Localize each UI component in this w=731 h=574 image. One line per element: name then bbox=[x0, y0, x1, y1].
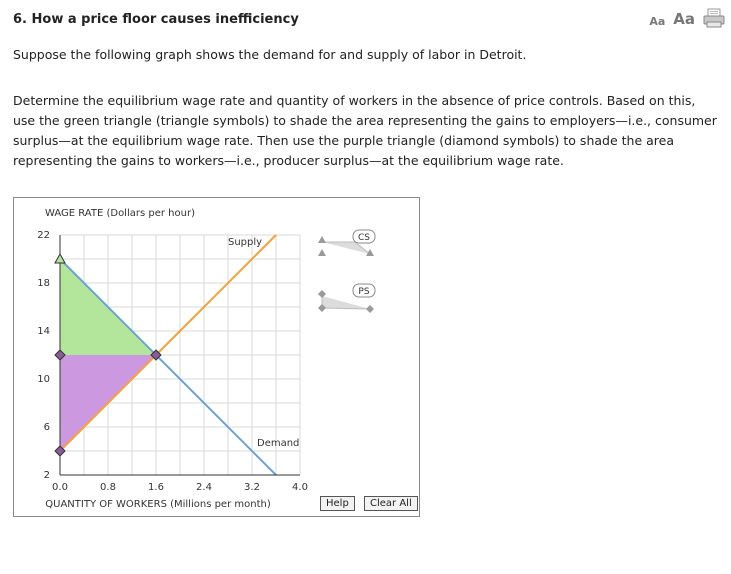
ps-tool-shape bbox=[322, 296, 370, 309]
question-title: 6. How a price floor causes inefficiency bbox=[13, 12, 299, 27]
y-axis-label: WAGE RATE (Dollars per hour) bbox=[45, 208, 195, 219]
ps-tool[interactable] bbox=[318, 284, 375, 313]
cs-tool-handle-2 bbox=[318, 249, 326, 256]
font-size-small-button[interactable]: Aa bbox=[649, 15, 666, 28]
demand-curve-label: Demand bbox=[257, 438, 300, 449]
graph-panel bbox=[13, 197, 420, 517]
printer-icon[interactable] bbox=[703, 8, 725, 28]
y-tick-label: 10 bbox=[37, 374, 50, 385]
x-tick-label: 4.0 bbox=[292, 482, 308, 493]
cs-tool[interactable] bbox=[318, 230, 375, 256]
x-axis-label: QUANTITY OF WORKERS (Millions per month) bbox=[45, 499, 271, 510]
clear-all-button[interactable]: Clear All bbox=[364, 496, 418, 511]
y-tick-label: 18 bbox=[37, 278, 50, 289]
x-tick-label: 1.6 bbox=[148, 482, 164, 493]
cs-tool-handle-1 bbox=[318, 236, 326, 243]
supply-curve-label: Supply bbox=[228, 237, 263, 248]
cs-tool-label: CS bbox=[358, 233, 370, 243]
font-size-large-button[interactable]: Aa bbox=[673, 10, 695, 28]
help-button[interactable]: Help bbox=[320, 496, 355, 511]
x-tick-label: 0.0 bbox=[52, 482, 68, 493]
y-tick-label: 2 bbox=[43, 470, 50, 481]
y-tick-label: 22 bbox=[37, 230, 50, 241]
ps-tool-handle-3 bbox=[366, 305, 374, 313]
y-tick-label: 14 bbox=[37, 326, 50, 337]
cs-tool-shape bbox=[322, 242, 370, 254]
y-tick-label: 6 bbox=[43, 422, 50, 433]
x-tick-label: 3.2 bbox=[244, 482, 260, 493]
question-intro: Suppose the following graph shows the demand for and supply of labor in Detroit. bbox=[13, 47, 527, 62]
x-tick-label: 2.4 bbox=[196, 482, 212, 493]
tool-palette bbox=[318, 230, 375, 313]
font-tools bbox=[649, 8, 725, 28]
question-instructions: Determine the equilibrium wage rate and quantity of workers in the absence of price controls. Based on this, use the green triangle (triangle symbols) to shade the area representing the gains to employers—i.e., consumer surplus—at the equilibrium wage rate. Then use the purple triangle (diamond symbols) to shade the area representing the gains to workers—i.e., producer surplus—at the equilibrium wage rate. bbox=[13, 93, 717, 168]
x-tick-label: 0.8 bbox=[100, 482, 116, 493]
labor-market-chart[interactable] bbox=[14, 198, 419, 516]
ps-tool-label: PS bbox=[358, 287, 370, 297]
